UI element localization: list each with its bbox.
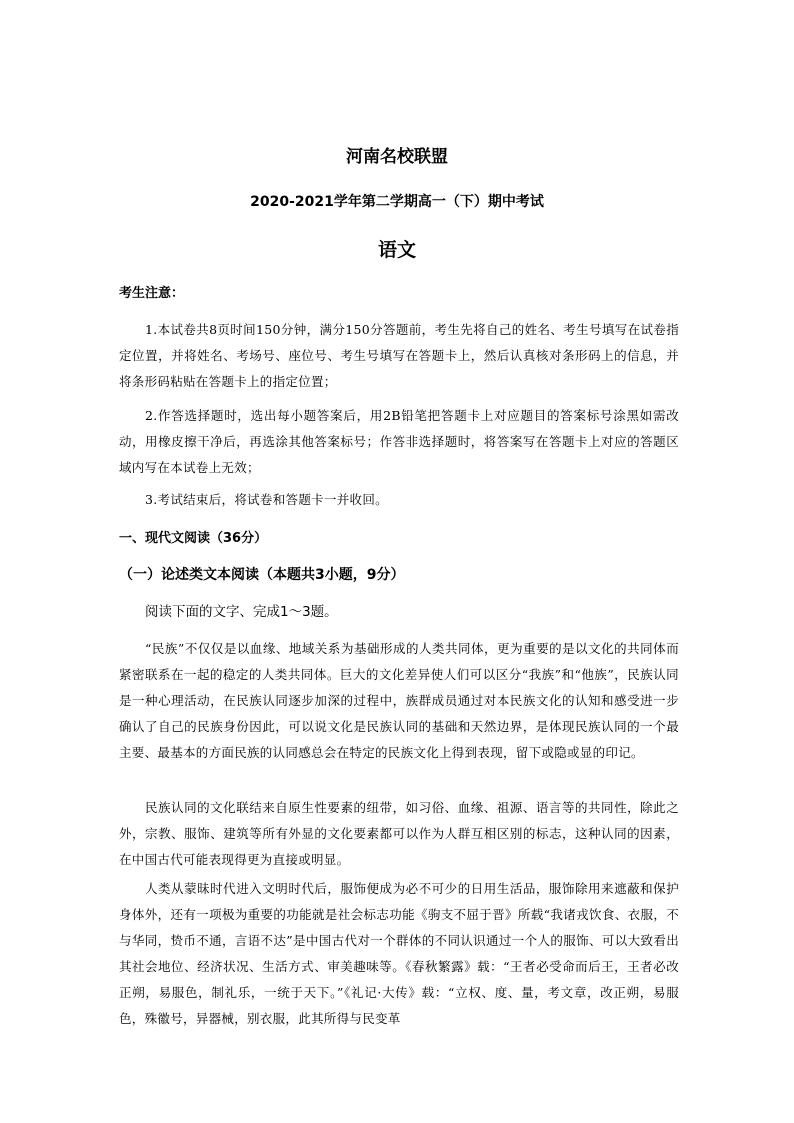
passage-paragraph-1: “民族”不仅仅是以血缘、地域关系为基础形成的人类共同体，更为重要的是以文化的共同体而紧密联系在一起的稳定的人类共同体。巨大的文化差异使人们可以区分“我族”和“他族”，民族认同是一种心理活动，在民族认同逐步加深的过程中，族群成员通过对本民族文化的认知和感受进一步确认了自己的民族身份因此，可以说文化是民族认同的基础和天然边界，是体现民族认同的一个最主要、最基本的方面民族的认同感总会在特定的民族文化上得到表现，留下或隐或显的印记。 [119, 641, 679, 760]
notice-item-1: 1.本试卷共8页时间150分钟，满分150分答题前，考生先将自己的姓名、考生号填写在试卷指定位置，并将姓名、考场号、座位号、考生号填写在答题卡上，然后认真核对条形码上的信息，并将条形码粘贴在答题卡上的指定位置； [119, 322, 679, 389]
passage-paragraph-2: 民族认同的文化联结来自原生性要素的纽带，如习俗、血缘、祖源、语言等的共同性，除此之外，宗教、服饰、建筑等所有外显的文化要素都可以作为人群互相区别的标志，这种认同的因素，在中国古代可能表现得更为直接或明显。 [119, 800, 679, 867]
organization-title: 河南名校联盟 [346, 147, 448, 167]
subsection-title: （一）论述类文本阅读（本题共3小题，9分） [119, 567, 405, 583]
subject-title: 语文 [377, 239, 416, 261]
notice-title: 考生注意： [119, 286, 185, 301]
passage-paragraph-3: 人类从蒙昧时代进入文明时代后，服饰便成为必不可少的日用生活品，服饰除用来遮蔽和保护身体外，还有一项极为重要的功能就是社会标志功能《驹支不屈于晋》所载“我诸戎饮食、衣服，不与华同，贽币不通，言语不达”是中国古代对一个群体的不同认识通过一个人的服饰、可以大致看出其社会地位、经济状况、生活方式、审美趣味等。《春秋繁露》载：“王者必受命而后王，王者必改正朔，易服色，制礼乐，一统于天下。”《礼记·大传》载：“立权、度、量，考文章，改正朔，易服色，殊徽号，异器械，别衣服，此其所得与民变革 [119, 881, 679, 1026]
notice-item-3: 3.考试结束后，将试卷和答题卡一并收回。 [145, 492, 388, 507]
reading-instruction: 阅读下面的文字、完成1～3题。 [145, 604, 338, 620]
section-title: 一、现代文阅读（36分） [119, 531, 268, 546]
notice-item-2: 2.作答选择题时，选出每小题答案后，用2B铅笔把答题卡上对应题目的答案标号涂黑如需改动，用橡皮擦干净后，再选涂其他答案标号；作答非选择题时，将答案写在答题卡上对应的答题区域内写在本试卷上无效； [119, 408, 679, 475]
exam-name: 2020-2021学年第二学期高一（下）期中考试 [250, 194, 544, 210]
